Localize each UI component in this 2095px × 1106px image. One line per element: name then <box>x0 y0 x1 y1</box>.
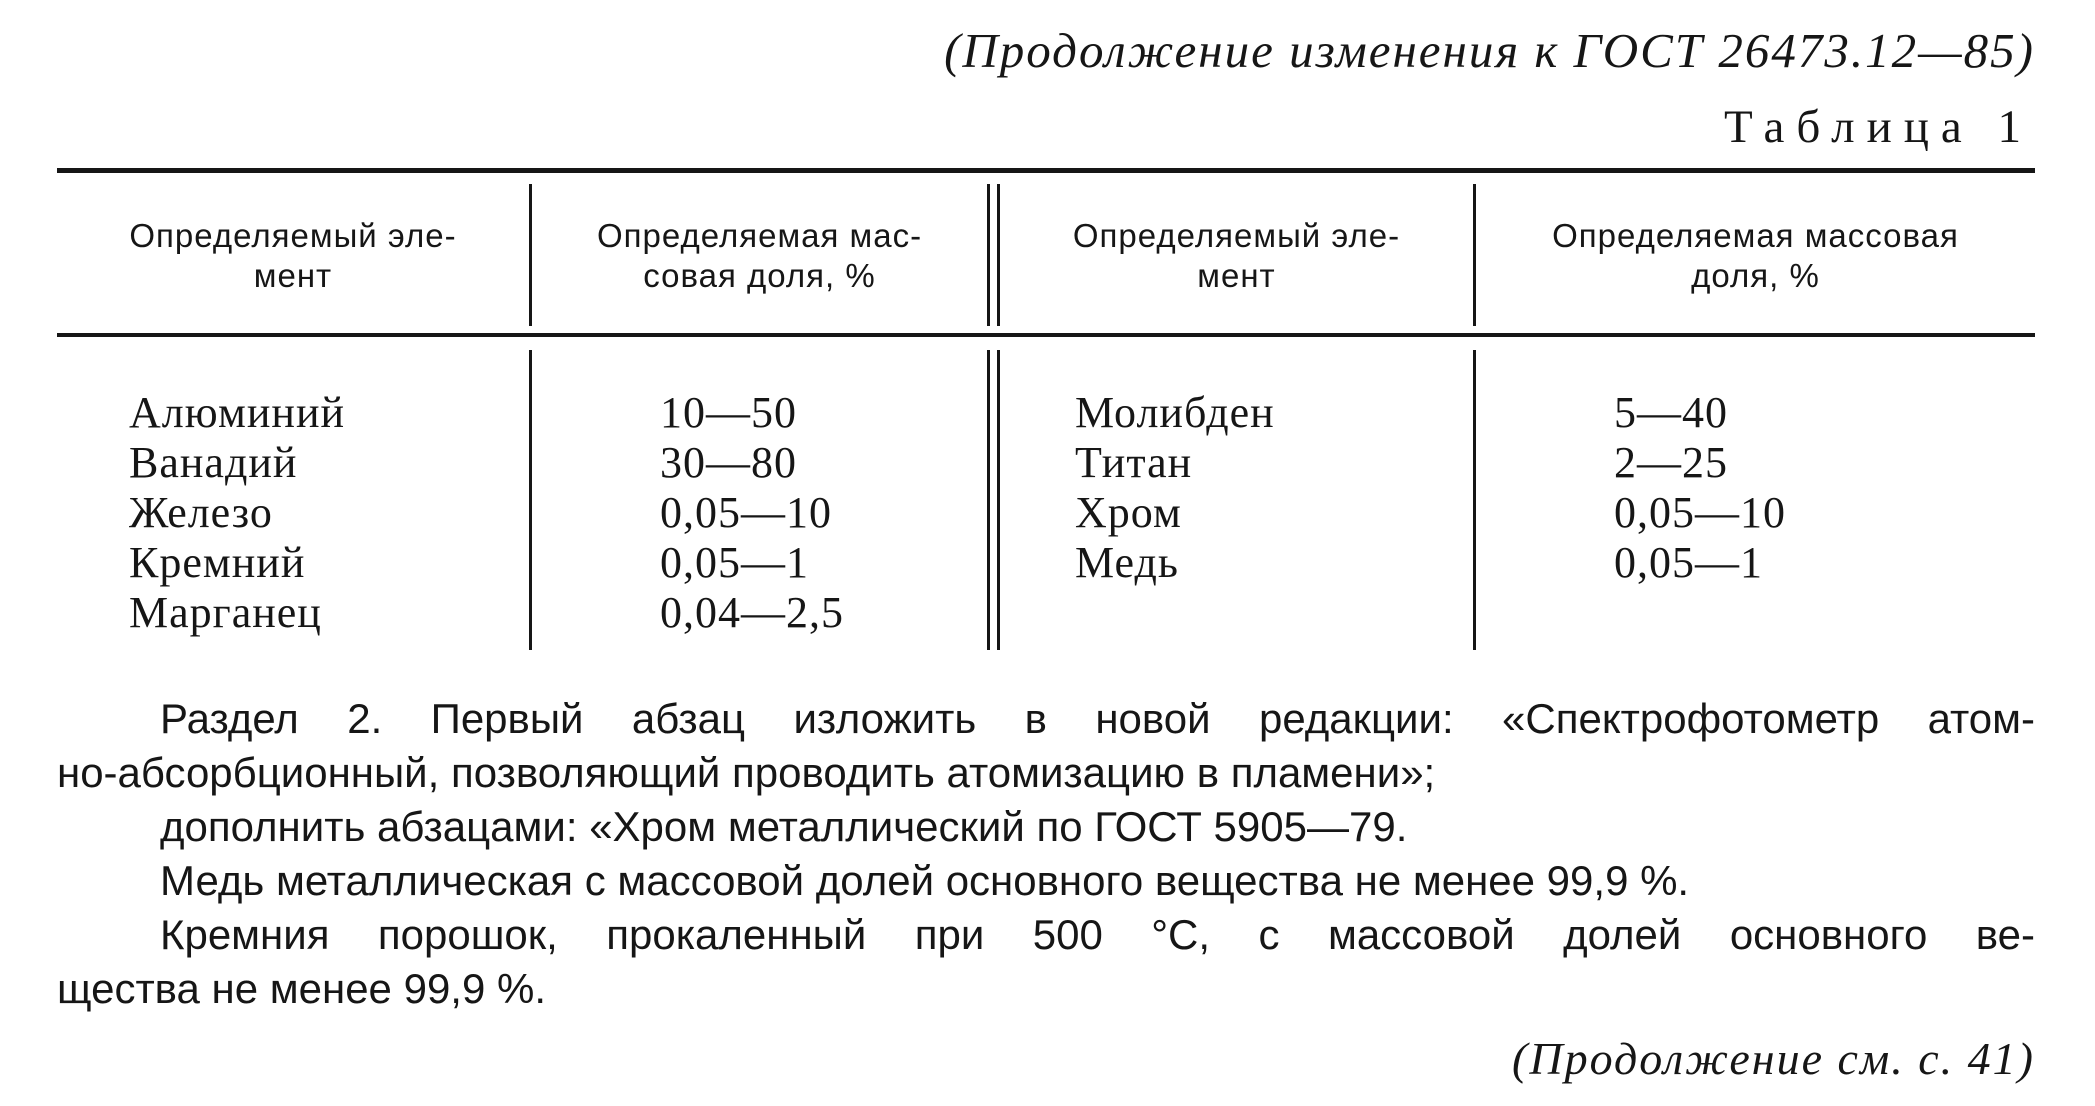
table-header-rule <box>57 333 2035 337</box>
header-element-left: Определяемый эле- мент <box>129 217 457 294</box>
column-divider <box>1473 350 1476 650</box>
copper-paragraph <box>57 854 2035 908</box>
table-cell: 30—80 <box>660 438 797 487</box>
table-cell: 10—50 <box>660 388 797 437</box>
table-cell: Титан <box>1075 438 1193 487</box>
table-top-rule <box>57 168 2035 173</box>
paragraph-line: Раздел 2. Первый абзац изложить в новой редакции: «Спектрофотометр атом- <box>160 695 2035 742</box>
table-cell: Молибден <box>1075 388 1275 437</box>
column-double-divider-b <box>997 350 1000 650</box>
header-fraction-left: Определяемая мас- совая доля, % <box>596 217 923 294</box>
table-cell: Кремний <box>129 538 306 587</box>
left-element-column <box>129 388 345 638</box>
table-cell: 0,05—1 <box>660 538 809 587</box>
continuation-footer: (Продолжение см. с. 41) <box>1512 1033 2035 1084</box>
table-cell: 0,05—10 <box>660 488 832 537</box>
table-cell: 5—40 <box>1614 388 1728 437</box>
section-2-paragraph <box>57 692 2035 800</box>
left-value-column <box>660 388 844 638</box>
supplement-paragraph <box>57 800 2035 854</box>
right-element-column <box>1075 388 1275 588</box>
column-double-divider-a <box>987 184 990 326</box>
paragraph-line: щества не менее 99,9 %. <box>57 965 547 1012</box>
table-cell: 0,05—1 <box>1614 538 1763 587</box>
silicon-paragraph <box>57 908 2035 1016</box>
table-cell: 0,05—10 <box>1614 488 1786 537</box>
table-cell: Хром <box>1075 488 1182 537</box>
table-cell: Алюминий <box>129 388 346 437</box>
column-double-divider-a <box>987 350 990 650</box>
paragraph-line: но-абсорбционный, позволяющий проводить атомизацию в пламени»; <box>57 749 1436 796</box>
paragraph-line: Медь металлическая с массовой долей основного вещества не менее 99,9 %. <box>160 857 1690 904</box>
header-element-right: Определяемый эле- мент <box>1072 217 1401 294</box>
table-cell: Марганец <box>129 588 322 637</box>
column-divider <box>529 350 532 650</box>
table-caption: Таблица 1 <box>1723 101 2033 153</box>
elements-table <box>57 168 2035 653</box>
right-value-column <box>1614 388 1786 588</box>
table-cell: 2—25 <box>1614 438 1728 487</box>
paragraph-line: Кремния порошок, прокаленный при 500 °С, с массовой долей основного ве- <box>160 911 2035 958</box>
table-cell: Железо <box>129 488 273 537</box>
table-cell: Ванадий <box>129 438 298 487</box>
header-fraction-right: Определяемая массовая доля, % <box>1552 217 1959 294</box>
table-cell: Медь <box>1075 538 1179 587</box>
table-cell: 0,04—2,5 <box>660 588 844 637</box>
paragraph-line: дополнить абзацами: «Хром металлический по ГОСТ 5905—79. <box>160 803 1408 850</box>
continuation-header: (Продолжение изменения к ГОСТ 26473.12—85) <box>944 23 2035 78</box>
